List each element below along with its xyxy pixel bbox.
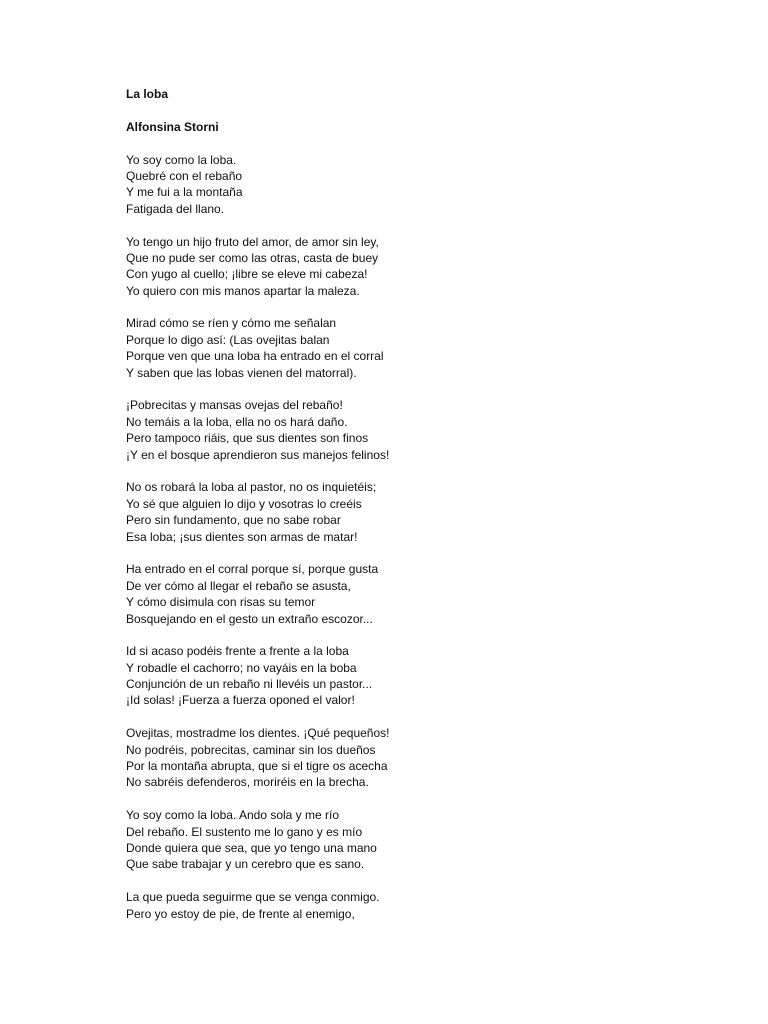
- stanza: [126, 234, 746, 300]
- poem-line: Y saben que las lobas vienen del matorral).: [126, 365, 357, 380]
- poem-line: Que sabe trabajar y un cerebro que es sano.: [126, 857, 365, 872]
- poem-page: [126, 86, 746, 938]
- poem-line: De ver cómo al llegar el rebaño se asusta,: [126, 578, 351, 593]
- stanza: [126, 643, 746, 709]
- poem-line: No os robará la loba al pastor, no os inquietéis;: [126, 480, 377, 495]
- poem-line: La que pueda seguirme que se venga conmigo.: [126, 890, 380, 905]
- poem-title: La loba: [126, 87, 169, 101]
- poem-line: Fatigada del llano.: [126, 201, 225, 216]
- poem-line: Yo soy como la loba.: [126, 152, 237, 167]
- poem-line: Y me fui a la montaña: [126, 185, 243, 200]
- poem-line: Conjunción de un rebaño ni llevéis un pastor...: [126, 677, 373, 692]
- poem-line: Pero sin fundamento, que no sabe robar: [126, 513, 341, 528]
- poem-line: Yo tengo un hijo fruto del amor, de amor sin ley,: [126, 234, 379, 249]
- stanza: [126, 397, 746, 463]
- poem-line: Pero yo estoy de pie, de frente al enemigo,: [126, 906, 355, 921]
- poem-body: [126, 152, 746, 922]
- poem-line: Ovejitas, mostradme los dientes. ¡Qué pequeños!: [126, 726, 390, 741]
- poem-line: No temáis a la loba, ella no os hará daño.: [126, 414, 348, 429]
- poem-line: Id si acaso podéis frente a frente a la loba: [126, 644, 349, 659]
- stanza: [126, 725, 746, 791]
- poem-line: ¡Y en el bosque aprendieron sus manejos felinos!: [126, 447, 390, 462]
- stanza: [126, 479, 746, 545]
- poem-line: No sabréis defenderos, moriréis en la brecha.: [126, 775, 369, 790]
- poem-line: Con yugo al cuello; ¡libre se eleve mi cabeza!: [126, 267, 368, 282]
- poem-line: Yo sé que alguien lo dijo y vosotras lo creéis: [126, 496, 362, 511]
- stanza: [126, 807, 746, 873]
- poem-line: Esa loba; ¡sus dientes son armas de matar!: [126, 529, 358, 544]
- poem-line: Donde quiera que sea, que yo tengo una mano: [126, 840, 377, 855]
- poem-line: Quebré con el rebaño: [126, 168, 243, 183]
- stanza: [126, 315, 746, 381]
- poem-line: ¡Pobrecitas y mansas ovejas del rebaño!: [126, 398, 343, 413]
- poem-line: Y cómo disimula con risas su temor: [126, 595, 316, 610]
- poem-line: Porque ven que una loba ha entrado en el corral: [126, 349, 384, 364]
- poem-line: No podréis, pobrecitas, caminar sin los dueños: [126, 742, 376, 757]
- poem-line: ¡Id solas! ¡Fuerza a fuerza oponed el valor!: [126, 693, 355, 708]
- poem-line: Bosquejando en el gesto un extraño escozor...: [126, 611, 373, 626]
- stanza: [126, 561, 746, 627]
- stanza: [126, 889, 746, 922]
- poem-line: Que no pude ser como las otras, casta de buey: [126, 250, 379, 265]
- poem-line: Yo soy como la loba. Ando sola y me río: [126, 808, 340, 823]
- stanza: [126, 152, 746, 218]
- poem-line: Y robadle el cachorro; no vayáis en la boba: [126, 660, 357, 675]
- poem-line: Mirad cómo se ríen y cómo me señalan: [126, 316, 337, 331]
- poem-line: Porque lo digo así: (Las ovejitas balan: [126, 332, 330, 347]
- poem-author: Alfonsina Storni: [126, 119, 219, 134]
- poem-line: Por la montaña abrupta, que si el tigre os acecha: [126, 759, 388, 774]
- poem-line: Ha entrado en el corral porque sí, porque gusta: [126, 562, 379, 577]
- poem-line: Del rebaño. El sustento me lo gano y es mío: [126, 824, 363, 839]
- poem-line: Yo quiero con mis manos apartar la maleza.: [126, 283, 360, 298]
- poem-line: Pero tampoco riáis, que sus dientes son finos: [126, 431, 369, 446]
